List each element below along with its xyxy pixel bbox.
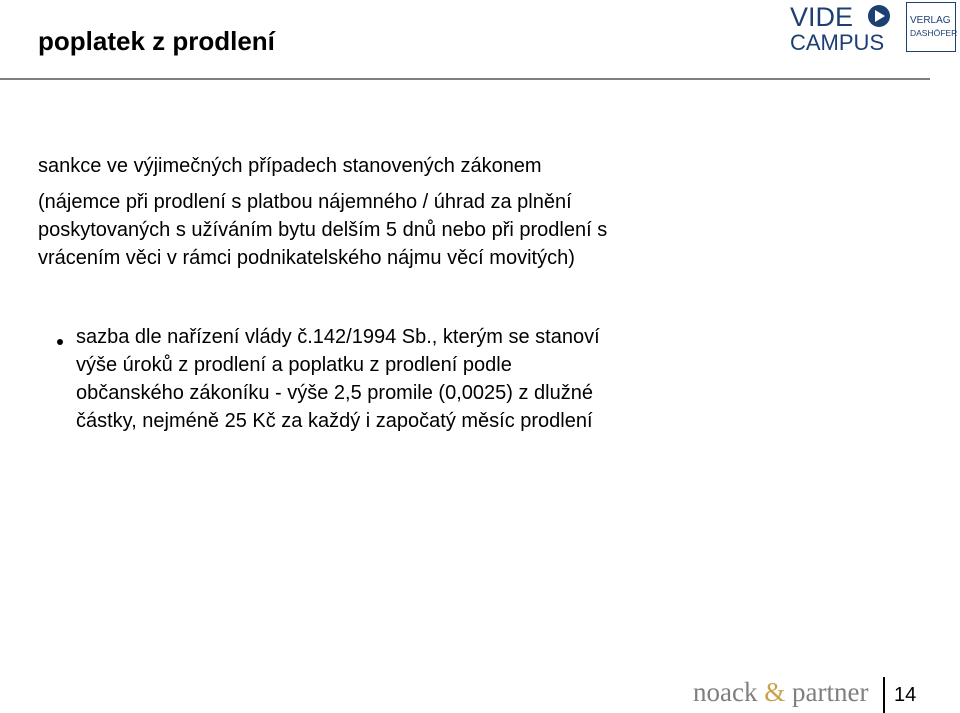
slide-title: poplatek z prodlení bbox=[38, 26, 275, 56]
bullet-line-2: výše úroků z prodlení a poplatku z prodlení podle bbox=[76, 354, 512, 376]
intro-line-3: poskytovaných s užíváním bytu delším 5 dnů nebo při prodlení s bbox=[38, 219, 608, 241]
bullet-line-3: občanského zákoníku - výše 2,5 promile (0,0025) z dlužné bbox=[76, 382, 593, 404]
bullet-line-1: sazba dle nařízení vlády č.142/1994 Sb., kterým se stanoví bbox=[76, 326, 600, 348]
verlag-dashofer-logo bbox=[906, 2, 956, 52]
intro-line-1: sankce ve výjimečných případech stanovených zákonem bbox=[38, 155, 542, 177]
page-number: 14 bbox=[894, 684, 917, 706]
brand-ampersand: & bbox=[764, 677, 786, 707]
intro-paragraph bbox=[38, 152, 758, 272]
logo-video-text: VIDE bbox=[790, 2, 854, 32]
noack-partner-logo bbox=[693, 676, 868, 708]
footer-divider bbox=[883, 677, 885, 713]
bullet-dot-icon bbox=[57, 339, 63, 345]
logo-verlag-line2: DASHÖFER bbox=[910, 28, 958, 38]
brand-right: partner bbox=[785, 677, 869, 707]
intro-line-4: vrácením věci v rámci podnikatelského nájmu věcí movitých) bbox=[38, 247, 575, 269]
bullet-line-4: částky, nejméně 25 Kč za každý i započatý měsíc prodlení bbox=[76, 410, 593, 432]
logo-verlag-line1: VERLAG bbox=[910, 15, 951, 26]
intro-line-2: (nájemce při prodlení s platbou nájemného / úhrad za plnění bbox=[38, 191, 572, 213]
video-campus-logo bbox=[786, 2, 898, 54]
brand-left: noack bbox=[693, 677, 765, 707]
logo-campus-text: CAMPUS bbox=[790, 30, 885, 54]
bullet-item bbox=[76, 323, 776, 435]
header-divider bbox=[0, 78, 930, 80]
